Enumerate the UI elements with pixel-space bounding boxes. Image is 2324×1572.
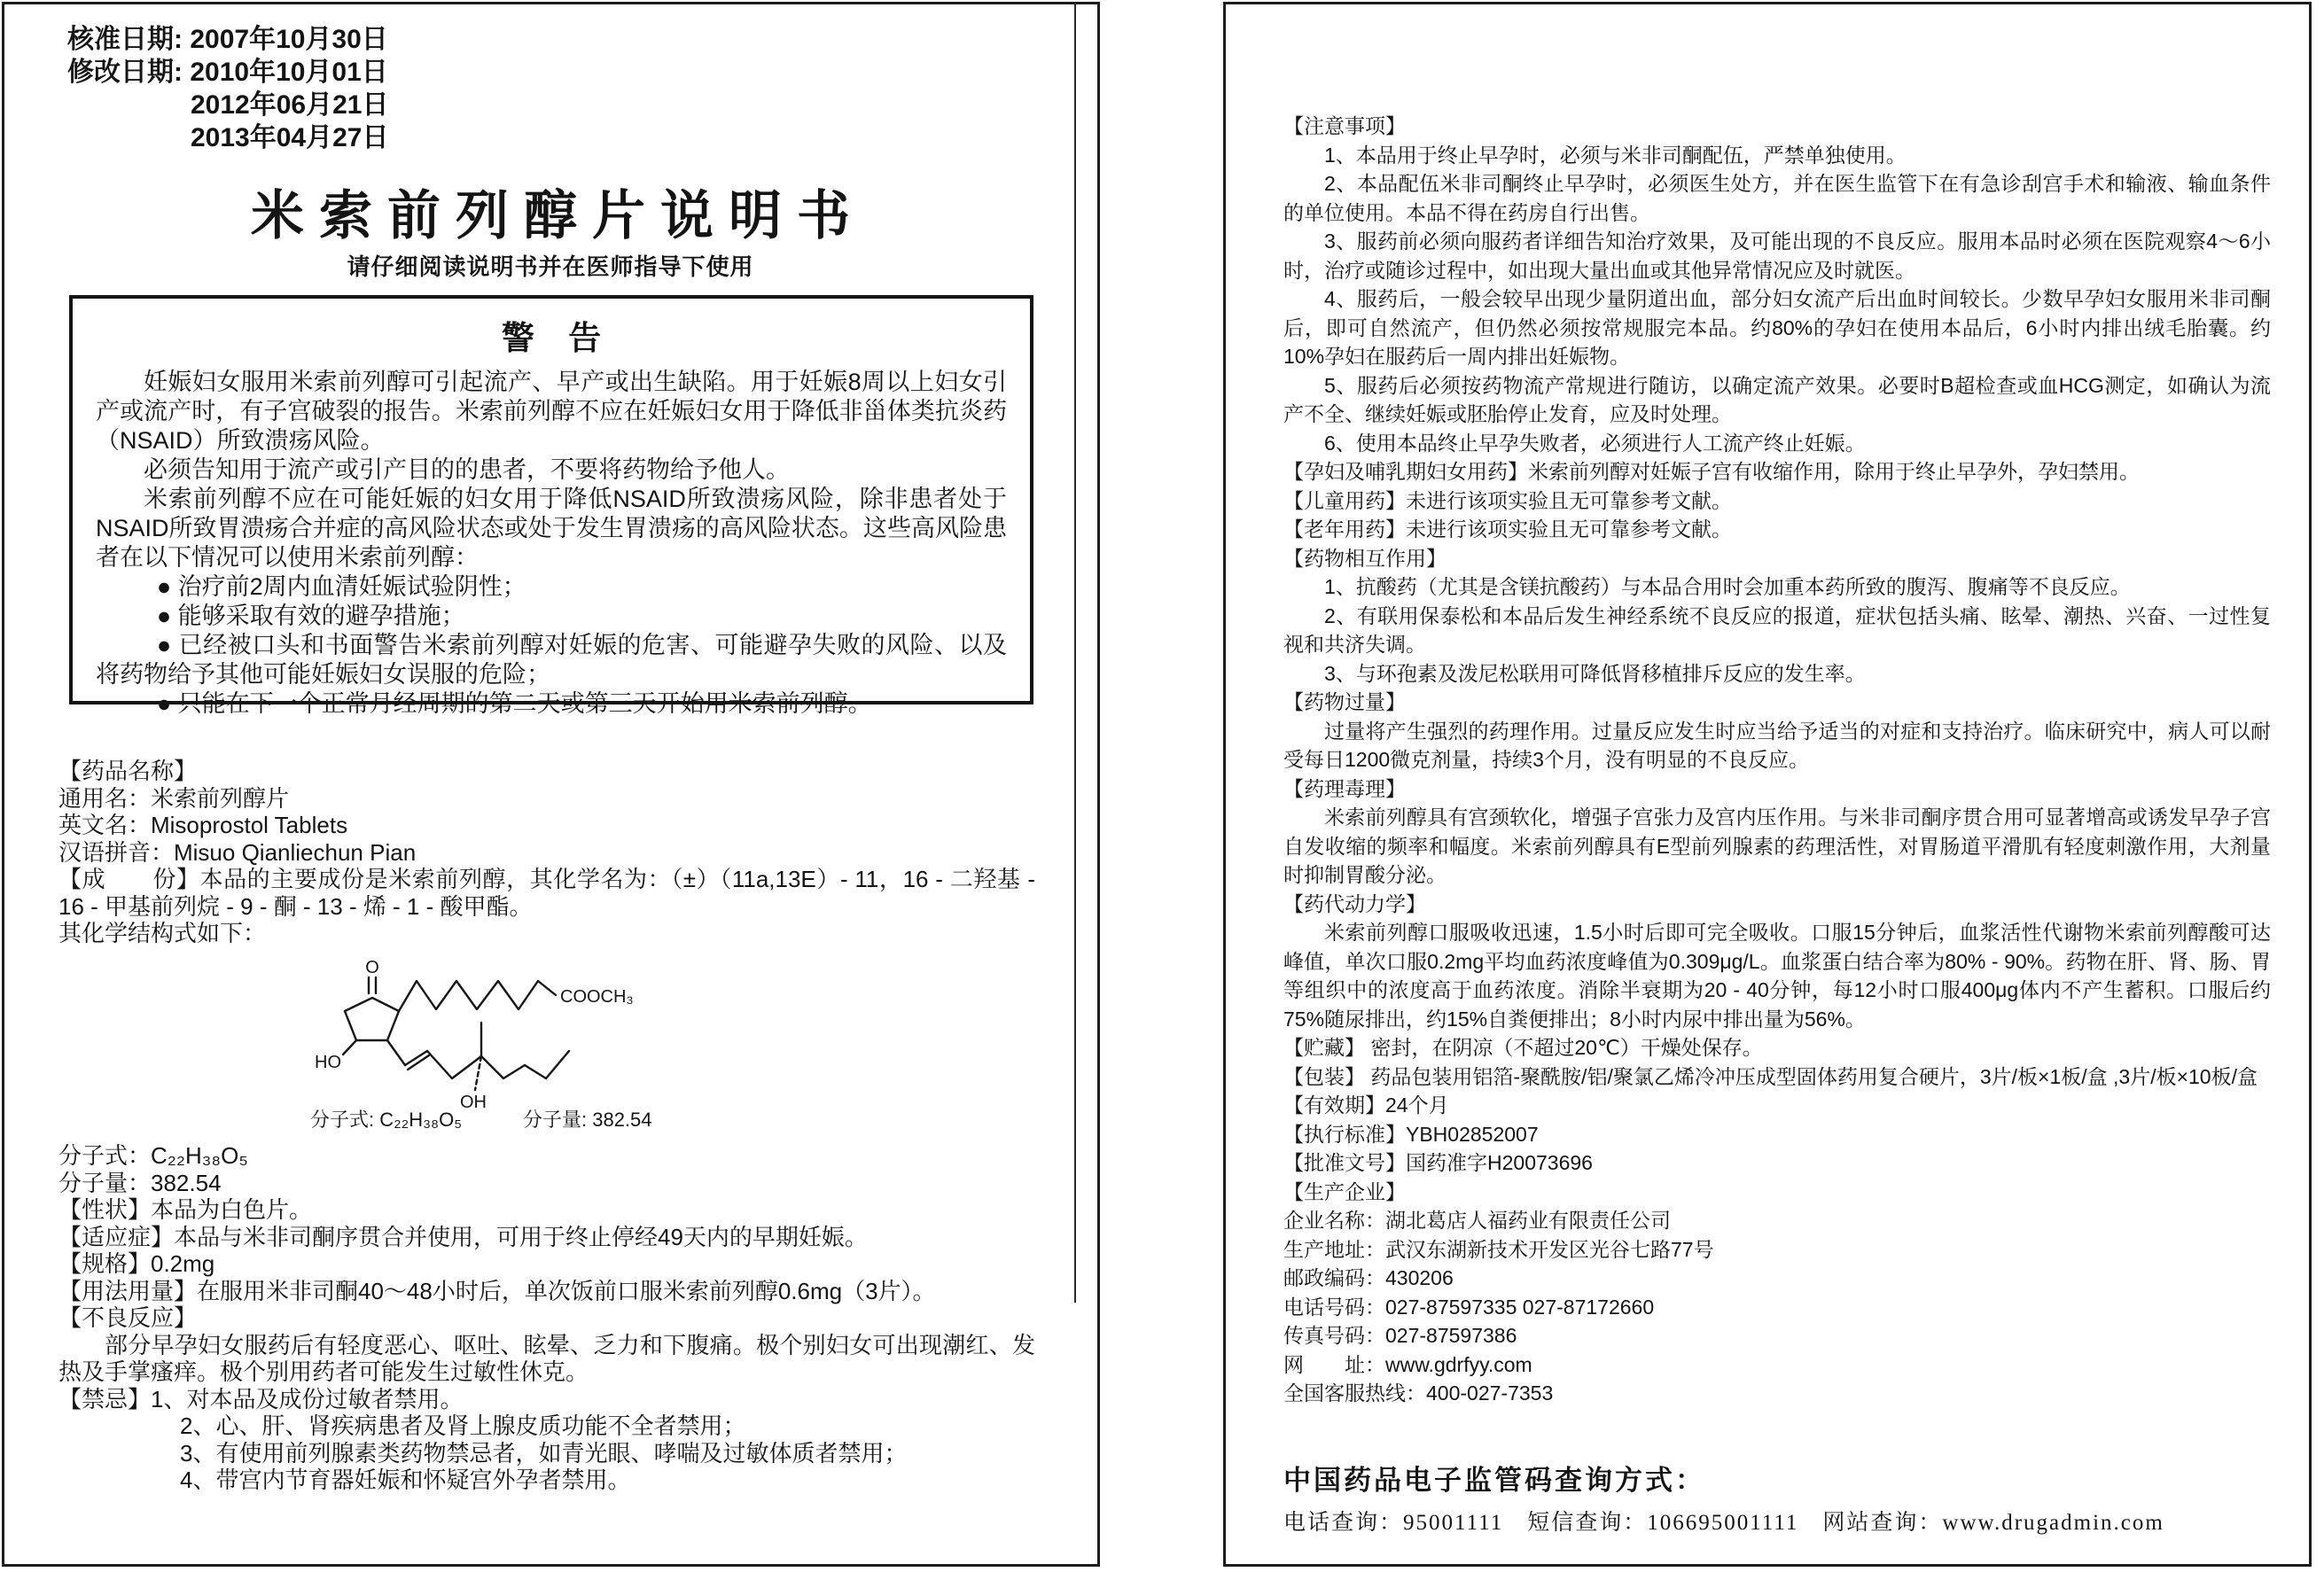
text-line: 邮政编码：430206 [1283,1266,1454,1289]
molecular-weight-caption: 分子量: 382.54 [523,1109,652,1131]
text-line: 米索前列醇具有宫颈软化，增强子宫张力及宫内压作用。与米非司酮序贯合用可显著增高或诱发早孕子宫自发收缩的频率和幅度。米索前列醇具有E型前列腺素的药理活性，对胃肠道平滑肌有轻度刺激作用，大剂量时抑制胃酸分泌。 [1283,805,2271,886]
text-line: 网 址：www.gdrfyy.com [1283,1352,1532,1376]
drug-name-section [58,758,1035,947]
text-line: 分子式：C₂₂H₃₈O₅ [58,1142,248,1169]
text-line: 1、抗酸药（尤其是含镁抗酸药）与本品合用时会加重本药所致的腹泻、腹痛等不良反应。 [1324,575,2131,598]
text-line: 4、带宫内节育器妊娠和怀疑宫外孕者禁用。 [180,1467,631,1493]
text-line: 3、与环孢素及泼尼松联用可降低肾移植排斥反应的发生率。 [1324,661,1866,685]
text-line: 3、有使用前列腺素类药物禁忌者，如青光眼、哮喘及过敏体质者禁用； [180,1439,908,1467]
text-line: 【药物过量】 [1283,690,1406,713]
upper-chain [399,981,556,1011]
ho-label: HO [315,1053,341,1072]
text-line: 3、服药前必须向服药者详细告知治疗效果，及可能出现的不良反应。服用本品时必须在医院观察4～6小时，治疗或随诊过程中，如出现大量出血或其他异常情况应及时就医。 [1283,230,2271,282]
regulatory-code-footer [1283,1458,2285,1537]
text-line: ● 治疗前2周内血清妊娠试验阴性； [156,573,526,600]
text-line: 【贮藏】 密封，在阴凉（不超过20℃）干燥处保存。 [1283,1036,1763,1059]
ester-label: COOCH₃ [560,987,634,1007]
lower-chain [427,1051,569,1078]
text-line: 【药理毒理】 [1283,776,1406,800]
text-line: 传真号码：027-87597386 [1283,1324,1517,1347]
dates-block [67,23,388,154]
text-line: 企业名称：湖北葛店人福药业有限责任公司 [1283,1209,1671,1232]
text-line: 全国客服热线：400-027-7353 [1283,1381,1554,1405]
text-line: 米索前列醇不应在可能妊娠的妇女用于降低NSAID所致溃疡风险，除非患者处于NSAID所致胃溃疡合并症的高风险状态或处于发生胃溃疡的高风险状态。这些高风险患者在以下情况可以使用米索前列醇： [96,486,1007,571]
footer-heading: 中国药品电子监管码查询方式： [1283,1465,1705,1496]
text-line: 其化学结构式如下： [58,920,267,946]
text-line: 米索前列醇口服吸收迅速，1.5小时后即可完全吸收。口服15分钟后，血浆活性代谢物米索前列醇酸可达峰值，单次口服0.2mg平均血药浓度峰值为0.309μg/L。血浆蛋白结合率为80% - 90%。药物在肝、肾、肠、胃等组织中的浓度高于血药浓度。消除半衰期为20 - 40分钟，每12小时口服400μg体内不产生蓄积。口服后约75%随尿排出，约15%自粪便排出；8小时内尿中排出量为56%。 [1283,921,2271,1031]
chemical-structure-figure [253,952,678,1142]
text-line: 2013年04月27日 [191,123,389,152]
text-line: 5、服药后必须按药物流产常规进行随访，以确定流产效果。必要时B超检查或血HCG测定，如确认为流产不全、继续妊娠或胚胎停止发育，应及时处理。 [1283,373,2271,425]
text-line: 2、有联用保泰松和本品后发生神经系统不良反应的报道，症状包括头痛、眩晕、潮热、兴奋、一过性复视和共济失调。 [1283,603,2271,656]
text-line: 【药品名称】 [58,758,198,784]
text-line: 电话号码：027-87597335 027-87172660 [1283,1295,1655,1319]
text-line: 【批准文号】国药准字H20073696 [1283,1151,1593,1174]
text-line: 【包装】 药品包装用铝箔-聚酰胺/铝/聚氯乙烯冷冲压成型固体药用复合硬片，3片/板×1板/盒 ,3片/板×10板/盒 [1283,1064,2258,1088]
text-line: 2、本品配伍米非司酮终止早孕时，必须医生处方，并在医生监管下在有急诊刮宫手术和输液、输血条件的单位使用。本品不得在药房自行出售。 [1283,172,2271,224]
text-line: 英文名：Misoprostol Tablets [58,812,348,838]
text-line: 分子量：382.54 [58,1169,222,1196]
text-line: 【规格】0.2mg [58,1250,215,1277]
text-line: 【适应症】本品与米非司酮序贯合并使用，可用于终止停经49天内的早期妊娠。 [58,1223,868,1250]
text-line: 核准日期: 2007年10月30日 [67,25,388,54]
left-body-section [58,1142,1035,1494]
text-line: 【用法用量】在服用米非司酮40～48小时后，单次饭前口服米索前列醇0.6mg（3片）。 [58,1277,936,1304]
molecular-formula-caption: 分子式: C₂₂H₃₈O₅ [310,1109,463,1131]
text-line: 【执行标准】YBH02852007 [1283,1122,1539,1146]
text-line: 生产地址：武汉东湖新技术开发区光谷七路77号 [1283,1237,1714,1261]
chemical-structure-drawing [253,952,678,1142]
warning-body [96,368,1007,719]
footer-query-line: 电话查询：95001111 短信查询：106695001111 网站查询：www.drugadmin.com [1283,1511,2164,1535]
text-line: 【注意事项】 [1283,114,1406,137]
ketone-o-label: O [365,958,379,977]
text-line: 通用名：米索前列醇片 [58,784,290,812]
page-subtitle: 请仔细阅读说明书并在医师指导下使用 [347,253,754,280]
cyclopentane-ring [345,998,399,1040]
right-body-section [1283,112,2271,1408]
text-line: 【有效期】24个月 [1283,1093,1449,1117]
text-line: ● 已经被口头和书面警告米索前列醇对妊娠的危害、可能避孕失败的风险、以及将药物给予其他可能妊娠妇女误服的危险； [96,632,1007,688]
text-line: 1、本品用于终止早孕时，必须与米非司酮配伍，严禁单独使用。 [1324,143,1907,167]
text-line: 6、使用本品终止早孕失败者，必须进行人工流产终止妊娠。 [1324,431,1866,455]
text-line: 【不良反应】 [58,1304,198,1331]
text-line: 【性状】本品为白色片。 [58,1196,313,1223]
text-line: 【老年用药】未进行该项实验且无可靠参考文献。 [1283,518,1732,541]
text-line: 【药代动力学】 [1283,891,1426,915]
page-title: 米索前列醇片说明书 [251,186,865,245]
text-line: 【儿童用药】未进行该项实验且无可靠参考文献。 [1283,488,1732,512]
oh-label: OH [460,1093,487,1112]
text-line: 2012年06月21日 [191,90,389,120]
warning-box [69,295,1033,717]
text-line: 2、心、肝、肾疾病患者及肾上腺皮质功能不全者禁用； [180,1412,746,1439]
text-line: 必须告知用于流产或引产目的的患者，不要将药物给予他人。 [144,456,790,483]
text-line: 【禁忌】1、对本品及成份过敏者禁用。 [58,1385,464,1412]
text-line: 【孕妇及哺乳期妇女用药】米索前列醇对妊娠子宫有收缩作用，除用于终止早孕外，孕妇禁用。 [1283,460,2140,483]
text-line: 过量将产生强烈的药理作用。过量反应发生时应当给予适当的对症和支持治疗。临床研究中，病人可以耐受每日1200微克剂量，持续3个月，没有明显的不良反应。 [1283,719,2271,771]
text-line: 修改日期: 2010年10月01日 [67,58,388,87]
text-line: ● 只能在下一个正常月经周期的第二天或第三天开始用米索前列醇。 [156,690,872,717]
text-line: 【成 份】本品的主要成份是米索前列醇，其化学名为：（±）（11a,13E）- 11，16 - 二羟基 - 16 - 甲基前列烷 - 9 - 酮 - 13 - 烯 - 1 - 酸甲酯。 [58,866,1035,920]
text-line: 【生产企业】 [1283,1179,1406,1203]
text-line: 【药物相互作用】 [1283,546,1447,570]
text-line: 汉语拼音：Misuo Qianliechun Pian [58,838,417,866]
text-line: 部分早孕妇女服药后有轻度恶心、呕吐、眩晕、乏力和下腹痛。极个别妇女可出现潮红、发热及手掌瘙痒。极个别用药者可能发生过敏性休克。 [58,1331,1035,1385]
warning-title: 警 告 [501,320,614,356]
text-line: 妊娠妇女服用米索前列醇可引起流产、早产或出生缺陷。用于妊娠8周以上妇女引产或流产时，有子宫破裂的报告。米索前列醇不应在妊娠妇女用于降低非甾体类抗炎药（NSAID）所致溃疡风险。 [96,369,1007,454]
text-line: 4、服药后，一般会较早出现少量阴道出血，部分妇女流产后出血时间较长。少数早孕妇女服用米非司酮后，即可自然流产，但仍然必须按常规服完本品。约80%的孕妇在使用本品后，6小时内排出绒毛胎囊。约10%孕妇在服药后一周内排出妊娠物。 [1283,287,2271,368]
text-line: ● 能够采取有效的避孕措施； [156,603,465,629]
